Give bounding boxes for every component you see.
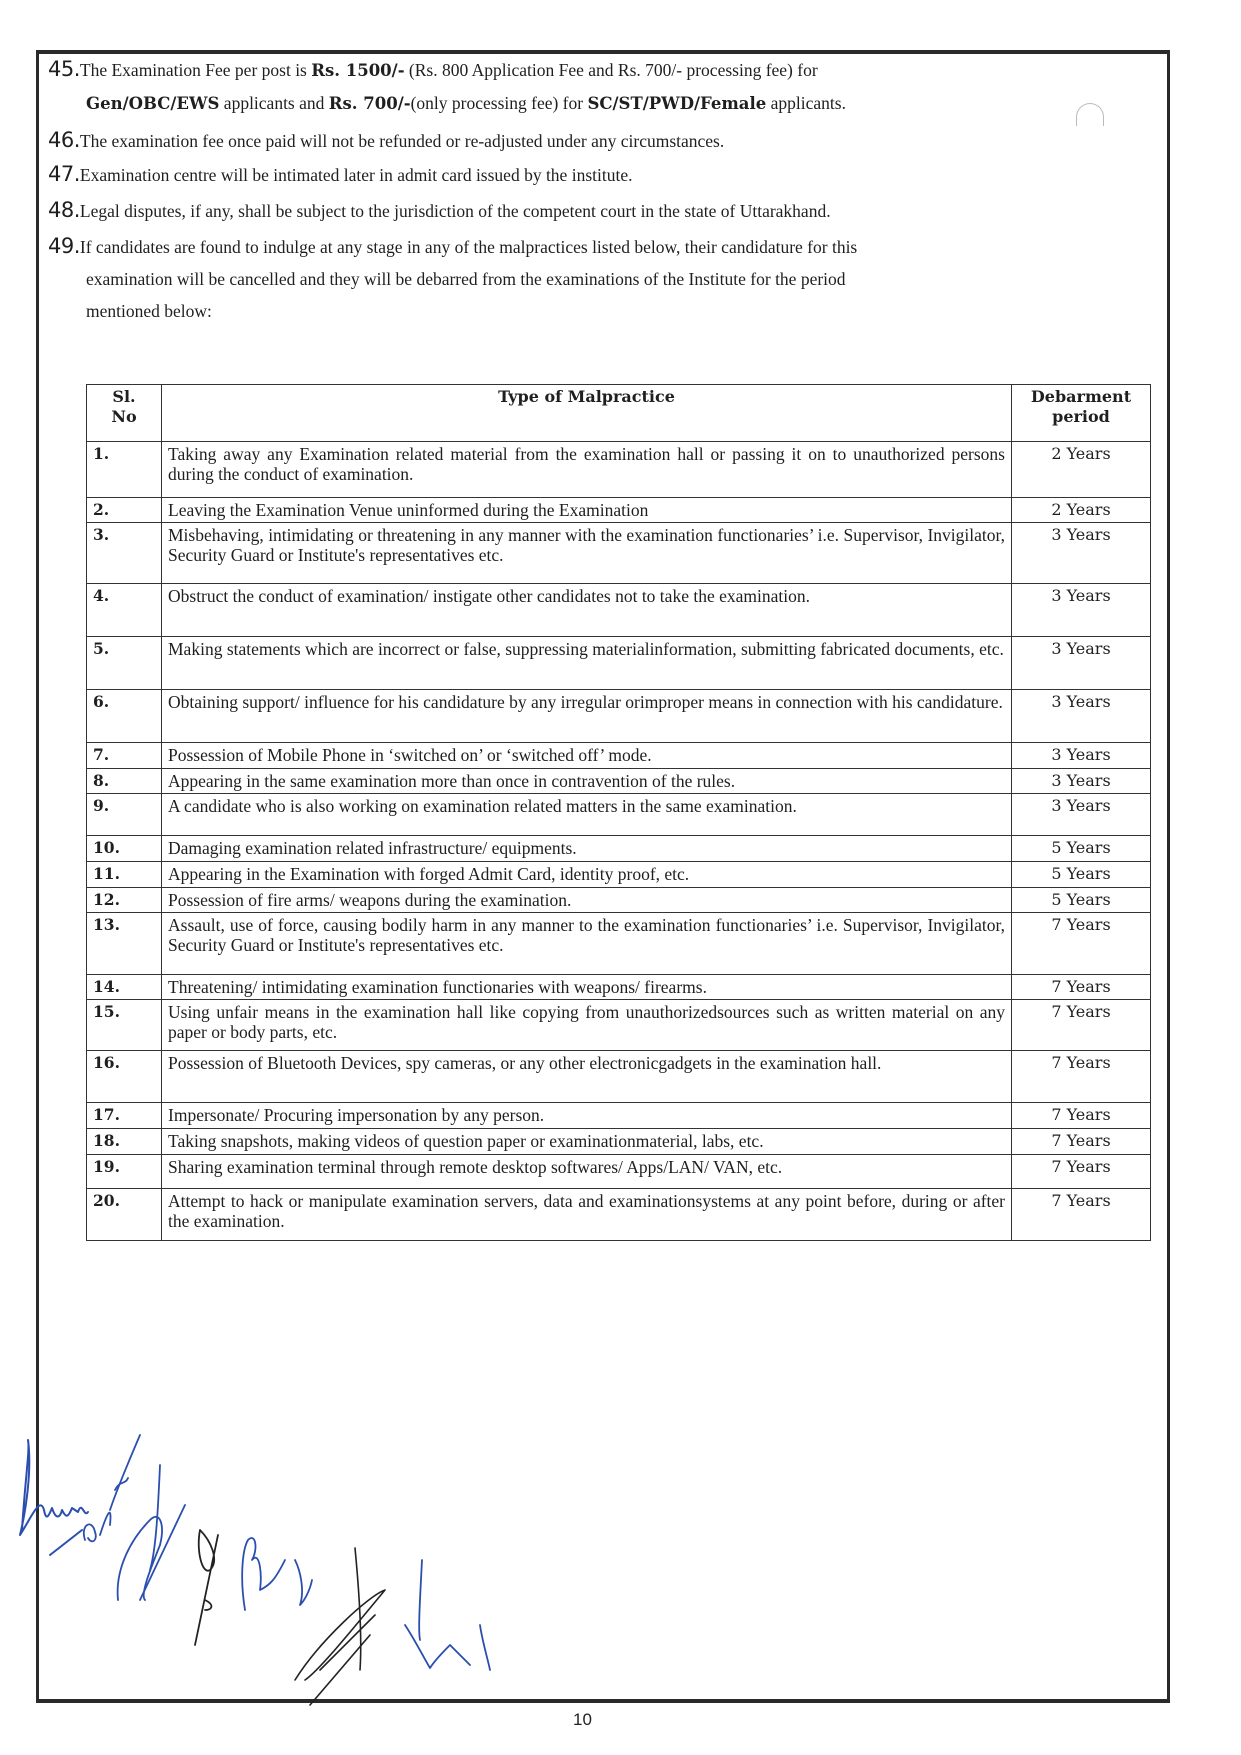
row-debarment-period: 3 Years [1012,584,1151,637]
malpractice-table [86,384,1151,1241]
row-debarment-period: 7 Years [1012,1189,1151,1241]
table-body [87,442,1151,1241]
row-malpractice-description: Misbehaving, intimidating or threatening in any manner with the examination functionaries’ i.e. Supervisor, Invigilator, Security Guard or Institute's representatives etc. [162,523,1012,584]
table-row [87,1103,1151,1129]
row-debarment-period: 3 Years [1012,637,1151,690]
page-number: 10 [573,1710,592,1729]
clause-number: 47. [48,162,80,186]
row-serial-number: 12. [87,888,162,913]
row-debarment-period: 3 Years [1012,794,1151,836]
row-malpractice-description: A candidate who is also working on examination related matters in the same examination. [162,794,1012,836]
row-debarment-period: 3 Years [1012,523,1151,584]
table-row [87,498,1151,523]
clause-text: (Rs. 800 Application Fee and Rs. 700/- processing fee) for [404,60,818,80]
row-debarment-period: 3 Years [1012,690,1151,743]
table-row [87,769,1151,794]
table-row [87,442,1151,498]
signature-4 [195,1530,218,1645]
row-serial-number: 14. [87,975,162,1000]
row-serial-number: 7. [87,743,162,769]
table-row [87,690,1151,743]
table-row [87,913,1151,975]
clause-46 [48,124,1143,157]
row-malpractice-description: Assault, use of force, causing bodily harm in any manner to the examination functionaries’ i.e. Supervisor, Invigilator, Security Guard or Institute's representatives etc. [162,913,1012,975]
row-malpractice-description: Damaging examination related infrastructure/ equipments. [162,836,1012,862]
signature-6 [295,1548,385,1705]
fee-amount-reserved: Rs. 700/- [328,94,411,113]
row-serial-number: 10. [87,836,162,862]
table-row [87,523,1151,584]
category-general: Gen/OBC/EWS [86,94,220,113]
table-row [87,1155,1151,1189]
row-serial-number: 16. [87,1051,162,1103]
clause-45 [48,53,1143,120]
row-debarment-period: 2 Years [1012,498,1151,523]
table-row [87,637,1151,690]
clause-number: 46. [48,128,80,152]
fee-amount: Rs. 1500/- [311,61,405,80]
header-text: Debarment [1030,387,1132,406]
row-malpractice-description: Taking away any Examination related material from the examination hall or passing it on to unauthorized persons during the conduct of examination. [162,442,1012,498]
row-malpractice-description: Leaving the Examination Venue uninformed during the Examination [162,498,1012,523]
row-debarment-period: 7 Years [1012,1103,1151,1129]
row-serial-number: 15. [87,1000,162,1051]
clause-text: The examination fee once paid will not be refunded or re-adjusted under any circumstances. [79,131,725,151]
row-malpractice-description: Obtaining support/ influence for his candidature by any irregular orimproper means in connection with his candidature. [162,690,1012,743]
signatures-area [0,1400,1241,1755]
row-malpractice-description: Using unfair means in the examination hall like copying from unauthorizedsources such as written material on any paper or body parts, etc. [162,1000,1012,1051]
row-malpractice-description: Taking snapshots, making videos of question paper or examinationmaterial, labs, etc. [162,1129,1012,1155]
clause-number: 48. [48,198,80,222]
clause-number: 49. [48,234,80,258]
row-serial-number: 8. [87,769,162,794]
clause-continuation [48,87,1143,120]
signature-5 [242,1538,312,1610]
table-row [87,743,1151,769]
row-serial-number: 9. [87,794,162,836]
row-malpractice-description: Possession of Bluetooth Devices, spy cameras, or any other electronicgadgets in the examination hall. [162,1051,1012,1103]
row-serial-number: 19. [87,1155,162,1189]
table-row [87,1000,1151,1051]
row-serial-number: 6. [87,690,162,743]
row-debarment-period: 5 Years [1012,836,1151,862]
row-malpractice-description: Impersonate/ Procuring impersonation by any person. [162,1103,1012,1129]
row-debarment-period: 7 Years [1012,1129,1151,1155]
clause-text: applicants and [219,93,329,113]
row-malpractice-description: Attempt to hack or manipulate examination servers, data and examinationsystems at any point before, during or after the examination. [162,1189,1012,1241]
row-serial-number: 2. [87,498,162,523]
clause-48 [48,194,1143,227]
header-text: Sl. [112,387,136,406]
row-serial-number: 3. [87,523,162,584]
row-debarment-period: 7 Years [1012,1051,1151,1103]
table-row [87,584,1151,637]
clause-text: The Examination Fee per post is [79,60,312,80]
row-serial-number: 20. [87,1189,162,1241]
table-row [87,975,1151,1000]
row-serial-number: 17. [87,1103,162,1129]
clause-text: Examination centre will be intimated later in admit card issued by the institute. [79,165,633,185]
header-sl-no [87,385,162,442]
row-debarment-period: 3 Years [1012,743,1151,769]
row-malpractice-description: Obstruct the conduct of examination/ instigate other candidates not to take the examination. [162,584,1012,637]
signature-2 [84,1435,140,1541]
row-debarment-period: 3 Years [1012,769,1151,794]
row-serial-number: 5. [87,637,162,690]
table-row [87,794,1151,836]
header-text: period [1052,407,1110,426]
row-malpractice-description: Threatening/ intimidating examination functionaries with weapons/ firearms. [162,975,1012,1000]
header-type: Type of Malpractice [162,385,1012,442]
clause-49 [48,230,1143,327]
row-debarment-period: 5 Years [1012,888,1151,913]
table-row [87,888,1151,913]
table-header-row [87,385,1151,442]
row-malpractice-description: Appearing in the same examination more than once in contravention of the rules. [162,769,1012,794]
row-serial-number: 4. [87,584,162,637]
row-serial-number: 13. [87,913,162,975]
header-debarment [1012,385,1151,442]
table-row [87,1129,1151,1155]
clause-text: applicants. [766,93,846,113]
row-serial-number: 11. [87,862,162,888]
row-debarment-period: 2 Years [1012,442,1151,498]
clause-text: (only processing fee) for [410,93,588,113]
row-malpractice-description: Appearing in the Examination with forged Admit Card, identity proof, etc. [162,862,1012,888]
clause-text: Legal disputes, if any, shall be subject to the jurisdiction of the competent court in the state of Uttarakhand. [79,201,831,221]
clause-47 [48,158,1143,191]
row-serial-number: 1. [87,442,162,498]
row-debarment-period: 5 Years [1012,862,1151,888]
row-debarment-period: 7 Years [1012,1155,1151,1189]
row-malpractice-description: Making statements which are incorrect or false, suppressing materialinformation, submitting fabricated documents, etc. [162,637,1012,690]
table-row [87,1189,1151,1241]
row-malpractice-description: Possession of fire arms/ weapons during the examination. [162,888,1012,913]
row-serial-number: 18. [87,1129,162,1155]
category-reserved: SC/ST/PWD/Female [587,94,767,113]
clause-text: If candidates are found to indulge at any stage in any of the malpractices listed below, their candidature for this [79,237,858,257]
clause-number: 45. [48,57,80,81]
row-debarment-period: 7 Years [1012,975,1151,1000]
row-malpractice-description: Sharing examination terminal through remote desktop softwares/ Apps/LAN/ VAN, etc. [162,1155,1012,1189]
table-row [87,1051,1151,1103]
clause-continuation: mentioned below: [86,301,212,321]
table-row [87,836,1151,862]
header-text: No [111,407,137,426]
signature-7 [405,1560,490,1670]
table-row [87,862,1151,888]
clause-continuation: examination will be cancelled and they will be debarred from the examinations of the Institute for the period [86,269,846,289]
row-debarment-period: 7 Years [1012,913,1151,975]
signature-3 [118,1465,185,1600]
row-malpractice-description: Possession of Mobile Phone in ‘switched on’ or ‘switched off’ mode. [162,743,1012,769]
signature-1 [20,1440,88,1555]
row-debarment-period: 7 Years [1012,1000,1151,1051]
